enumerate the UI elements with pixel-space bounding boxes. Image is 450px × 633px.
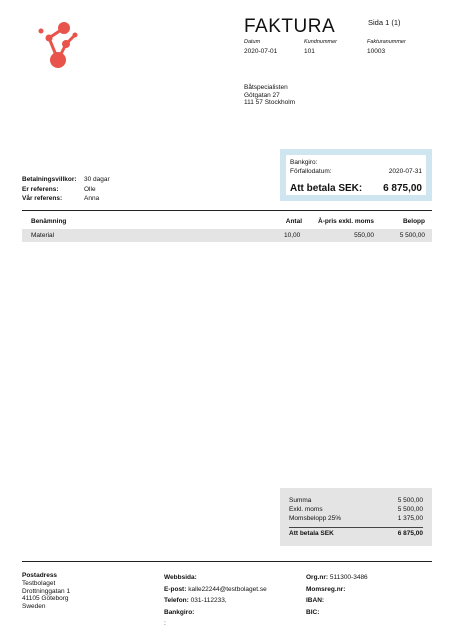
payment-box — [280, 149, 432, 201]
company-logo — [28, 18, 84, 74]
orgnr-value: 511300-3486 — [329, 574, 368, 581]
summary-total-value: 6 875,00 — [397, 530, 423, 537]
email-label: E-post: — [164, 585, 187, 593]
orgnr-label: Org.nr: — [306, 574, 329, 581]
column-header-name: Benämning — [31, 218, 67, 225]
vat-amount-value: 1 375,00 — [397, 515, 423, 522]
divider-bottom — [22, 561, 432, 562]
date-value: 2020-07-01 — [244, 48, 278, 55]
document-title: FAKTURA — [244, 16, 336, 37]
footer-contact — [164, 572, 267, 630]
row-item-qty: 10,00 — [284, 232, 301, 239]
row-item-name: Material — [31, 232, 55, 239]
summary-divider — [289, 527, 423, 528]
amount-due-label: Att betala SEK: — [290, 183, 363, 194]
bankgiro-label: Bankgiro: — [290, 159, 318, 166]
date-label: Datum — [244, 39, 261, 45]
excl-vat-label: Exkl. moms — [289, 506, 323, 513]
divider-top — [22, 210, 432, 211]
email-value: kalle22244@testbolaget.se — [188, 585, 267, 593]
page-number: Sida 1 (1) — [368, 18, 401, 27]
phone-label: Telefon: — [164, 597, 189, 604]
vatreg-label: Momsreg.nr: — [306, 585, 346, 593]
postal-heading: Postadress — [22, 572, 58, 579]
sum-label: Summa — [289, 497, 312, 504]
footer-city: 41105 Göteborg — [22, 595, 69, 603]
invoice-terms — [22, 175, 110, 204]
payment-terms-label: Betalningsvillkor: — [22, 176, 77, 183]
payment-terms-value: 30 dagar — [84, 176, 110, 183]
footer-bankgiro-label: Bankgiro: — [164, 608, 195, 616]
recipient-street: Götgatan 27 — [244, 91, 280, 99]
sum-value: 5 500,00 — [397, 497, 423, 504]
their-reference-label: Er referens: — [22, 185, 59, 193]
column-header-qty: Antal — [285, 218, 302, 225]
footer-bankgiro-extra: : — [164, 620, 166, 627]
recipient-name: Båtspecialisten — [244, 84, 288, 91]
recipient-address — [244, 84, 295, 107]
due-date-value: 2020-07-31 — [388, 168, 422, 175]
footer-company: Testbolaget — [22, 579, 56, 587]
our-reference-value: Anna — [84, 195, 100, 202]
footer-country: Sweden — [22, 603, 46, 611]
summary-total-label: Att betala SEK — [289, 530, 334, 537]
row-item-amount: 5 500,00 — [399, 232, 425, 239]
invoice-no-label: Fakturanummer — [367, 39, 406, 45]
invoice-no-value: 10003 — [367, 48, 386, 55]
footer-street: Drottninggatan 1 — [22, 587, 71, 595]
summary-box — [280, 488, 432, 546]
amount-due-value: 6 875,00 — [383, 183, 422, 194]
customer-no-value: 101 — [304, 48, 315, 55]
excl-vat-value: 5 500,00 — [397, 506, 423, 513]
due-date-label: Förfallodatum: — [290, 168, 332, 175]
bic-label: BIC: — [306, 608, 320, 616]
row-item-unit-price: 550,00 — [354, 232, 374, 239]
column-header-unit-price: À-pris exkl. moms — [318, 218, 374, 225]
footer-postal-address — [22, 572, 70, 611]
vat-amount-label: Momsbelopp 25% — [289, 515, 342, 522]
website-label: Webbsida: — [164, 574, 197, 581]
iban-label: IBAN: — [306, 597, 325, 604]
our-reference-label: Vår referens: — [22, 195, 63, 202]
their-reference-value: Olle — [84, 185, 96, 193]
phone-value: 031-112233, — [190, 597, 227, 604]
footer-company-ids — [306, 572, 368, 618]
recipient-city: 111 57 Stockholm — [244, 99, 296, 106]
column-header-amount: Belopp — [402, 218, 425, 225]
customer-no-label: Kundnummer — [304, 39, 338, 45]
